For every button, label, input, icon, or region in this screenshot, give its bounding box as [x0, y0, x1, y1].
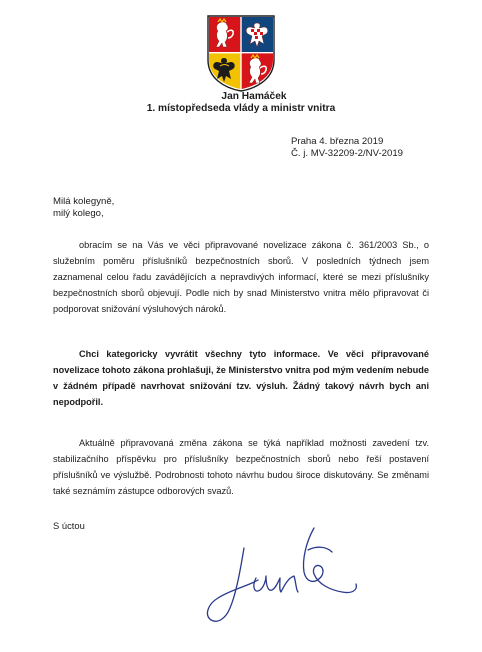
salutation: [53, 196, 114, 220]
salutation-line-2: milý kolego,: [53, 208, 104, 219]
sender-name: Jan Hamáček: [221, 91, 287, 102]
body-paragraph-2: [53, 346, 429, 410]
reference-number: Č. j. MV-32209-2/NV-2019: [291, 148, 403, 159]
paragraph-2-text: Chci kategoricky vyvrátit všechny tyto informace. Ve věci připravované novelizace tohoto zákona prohlašuji, že Ministerstvo vnitra pod mým vedením nebude v žádném případě navrhovat snižování tzv. výsluh. Žádný takový návrh bych ani nepodpořil.: [53, 349, 429, 407]
closing: S úctou: [53, 520, 85, 531]
paragraph-1-text: obracím se na Vás ve věci připravované novelizace zákona č. 361/2003 Sb., o služebním poměru příslušníků bezpečnostních sborů. V posledních týdnech jsem zaznamenal celou řadu zavádějících a nepravdivých informací, které se mezi příslušníky bezpečnostních sborů objevují. Podle nich by snad Ministerstvo vnitra mělo připravovat či podporovat snižování výsluhových nároků.: [53, 240, 429, 314]
coat-of-arms-icon: [206, 14, 276, 92]
signature-icon: [196, 520, 374, 628]
body-paragraph-3: [53, 435, 429, 499]
paragraph-3-text: Aktuálně připravovaná změna zákona se týká například možnosti zavedení tzv. stabilizačního příspěvku pro příslušníky bezpečnostních sborů nebo řeší postavení příslušníků ve výslužbě. Podrobnosti tohoto návrhu budou široce diskutovány. Se změnami také seznámím zástupce odborových svazů.: [53, 438, 429, 496]
salutation-line-1: Milá kolegyně,: [53, 196, 115, 207]
letterhead: [0, 91, 482, 115]
body-paragraph-1: [53, 237, 429, 317]
sender-position: 1. místopředseda vlády a ministr vnitra: [146, 103, 336, 114]
place-date: Praha 4. března 2019: [291, 136, 384, 147]
document-meta: [291, 136, 403, 160]
